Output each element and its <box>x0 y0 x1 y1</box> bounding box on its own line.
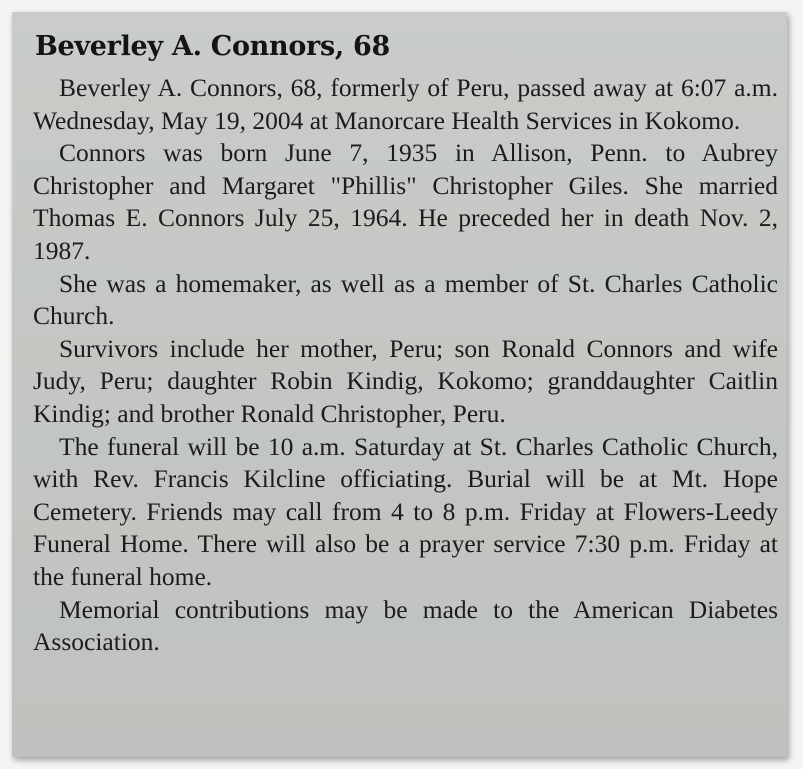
paragraph-memorial: Memorial contributions may be made to the American Diabetes Association. <box>33 594 778 657</box>
paragraph-funeral: The funeral will be 10 a.m. Saturday at St. Charles Catholic Church, with Rev. Francis Kilcline officiating. Burial will be at Mt. Hope Cemetery. Friends may call from 4 to 8 p.m. Friday at Flowers-Leedy Funeral Home. There will also be a prayer service 7:30 p.m. Friday at the funeral home. <box>33 431 778 591</box>
obituary-body <box>33 72 778 659</box>
paragraph-birth-marriage: Connors was born June 7, 1935 in Allison, Penn. to Aubrey Christopher and Margaret "Phillis" Christopher Giles. She married Thomas E. Connors July 25, 1964. He preceded her in death Nov. 2, 1987. <box>33 138 778 265</box>
paragraph-occupation: She was a homemaker, as well as a member of St. Charles Catholic Church. <box>33 268 778 331</box>
obituary-headline: Beverley A. Connors, 68 <box>35 31 391 62</box>
paragraph-survivors: Survivors include her mother, Peru; son Ronald Connors and wife Judy, Peru; daughter Robin Kindig, Kokomo; granddaughter Caitlin Kindig; and brother Ronald Christopher, Peru. <box>33 333 778 428</box>
paragraph-death-notice: Beverley A. Connors, 68, formerly of Peru, passed away at 6:07 a.m. Wednesday, May 19, 2004 at Manorcare Health Services in Kokomo. <box>33 73 778 135</box>
newspaper-clipping <box>12 12 787 757</box>
